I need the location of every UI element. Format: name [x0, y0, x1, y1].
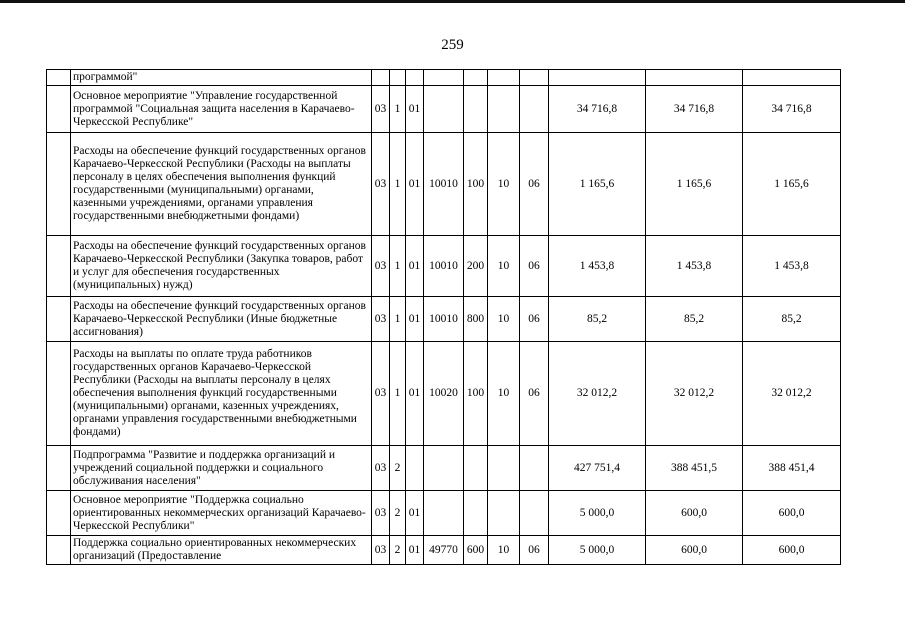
code-cell-c6: 10 [488, 236, 520, 297]
code-cell-c3: 01 [406, 86, 424, 133]
left-margin-cell [47, 536, 71, 565]
amount-cell-a2: 1 453,8 [646, 236, 743, 297]
item-name-cell: Расходы на обеспечение функций государственных органов Карачаево-Черкесской Республики (Расходы на выплаты персоналу в целях обеспечения выполнения функций государственными (муниципальными) органами, казенными учреждениями, органами управления государственными внебюджетными фондами) [71, 133, 372, 236]
code-cell-c7: 06 [520, 342, 549, 446]
item-name-cell: Расходы на выплаты по оплате труда работников государственных органов Карачаево-Черкесской Республики (Расходы на выплаты персоналу в целях обеспечения выполнения функций государственными (муниципальными) органами, казенных учреждениях, органами управления государственными внебюджетными фондами) [71, 342, 372, 446]
code-cell-c1: 03 [372, 536, 390, 565]
item-name-cell: Расходы на обеспечение функций государственных органов Карачаево-Черкесской Республики (Закупка товаров, работ и услуг для обеспечения государственных (муниципальных) нужд) [71, 236, 372, 297]
table-row [47, 342, 841, 446]
left-margin-cell [47, 86, 71, 133]
code-cell-c5: 600 [464, 536, 488, 565]
amount-cell-a3: 32 012,2 [743, 342, 841, 446]
code-cell-c5: 100 [464, 133, 488, 236]
code-cell-c1: 03 [372, 86, 390, 133]
code-cell-c5: 800 [464, 297, 488, 342]
table-row [47, 491, 841, 536]
amount-cell-a1: 34 716,8 [549, 86, 646, 133]
item-name-cell: Расходы на обеспечение функций государственных органов Карачаево-Черкесской Республики (Иные бюджетные ассигнования) [71, 297, 372, 342]
amount-cell-a1: 5 000,0 [549, 536, 646, 565]
item-name-cell: Поддержка социально ориентированных некоммерческих организаций (Предоставление [71, 536, 372, 565]
code-cell-c3: 01 [406, 133, 424, 236]
left-margin-cell [47, 133, 71, 236]
amount-cell-a1: 85,2 [549, 297, 646, 342]
left-margin-cell [47, 491, 71, 536]
item-name-cell: Основное мероприятие "Управление государственной программой "Социальная защита населения в Карачаево-Черкесской Республике" [71, 86, 372, 133]
amount-cell-a2: 32 012,2 [646, 342, 743, 446]
code-cell-c1: 03 [372, 236, 390, 297]
table-row [47, 536, 841, 565]
code-cell-c5 [464, 491, 488, 536]
left-margin-cell [47, 70, 71, 86]
code-cell-c1: 03 [372, 342, 390, 446]
code-cell-c2: 1 [390, 297, 406, 342]
amount-cell-a1 [549, 70, 646, 86]
page-number: 259 [441, 37, 464, 53]
item-name-cell: Подпрограмма "Развитие и поддержка организаций и учреждений социальной поддержки и социального обслуживания населения" [71, 446, 372, 491]
table-row [47, 86, 841, 133]
code-cell-c4: 10020 [424, 342, 464, 446]
code-cell-c6: 10 [488, 536, 520, 565]
amount-cell-a1: 427 751,4 [549, 446, 646, 491]
amount-cell-a2: 388 451,5 [646, 446, 743, 491]
code-cell-c4 [424, 86, 464, 133]
code-cell-c3: 01 [406, 536, 424, 565]
top-border-line [0, 0, 905, 3]
code-cell-c1: 03 [372, 446, 390, 491]
code-cell-c6: 10 [488, 342, 520, 446]
code-cell-c1 [372, 70, 390, 86]
code-cell-c4 [424, 446, 464, 491]
amount-cell-a3: 1 453,8 [743, 236, 841, 297]
code-cell-c7 [520, 86, 549, 133]
amount-cell-a1: 32 012,2 [549, 342, 646, 446]
code-cell-c1: 03 [372, 133, 390, 236]
code-cell-c3: 01 [406, 297, 424, 342]
code-cell-c1: 03 [372, 297, 390, 342]
amount-cell-a1: 1 165,6 [549, 133, 646, 236]
code-cell-c7: 06 [520, 536, 549, 565]
amount-cell-a2: 600,0 [646, 491, 743, 536]
amount-cell-a3 [743, 70, 841, 86]
code-cell-c3 [406, 446, 424, 491]
table-row [47, 133, 841, 236]
code-cell-c2: 1 [390, 236, 406, 297]
budget-table [46, 69, 841, 565]
code-cell-c3: 01 [406, 236, 424, 297]
amount-cell-a3: 388 451,4 [743, 446, 841, 491]
code-cell-c2 [390, 70, 406, 86]
amount-cell-a2: 34 716,8 [646, 86, 743, 133]
code-cell-c6 [488, 86, 520, 133]
code-cell-c7 [520, 70, 549, 86]
code-cell-c4: 49770 [424, 536, 464, 565]
code-cell-c3 [406, 70, 424, 86]
code-cell-c4: 10010 [424, 236, 464, 297]
code-cell-c3: 01 [406, 342, 424, 446]
code-cell-c1: 03 [372, 491, 390, 536]
amount-cell-a2 [646, 70, 743, 86]
code-cell-c2: 1 [390, 86, 406, 133]
item-name-cell: Основное мероприятие "Поддержка социально ориентированных некоммерческих организаций Карачаево-Черкесской Республики" [71, 491, 372, 536]
amount-cell-a1: 5 000,0 [549, 491, 646, 536]
code-cell-c6: 10 [488, 297, 520, 342]
code-cell-c3: 01 [406, 491, 424, 536]
code-cell-c2: 1 [390, 133, 406, 236]
code-cell-c7: 06 [520, 133, 549, 236]
left-margin-cell [47, 446, 71, 491]
code-cell-c2: 2 [390, 446, 406, 491]
code-cell-c6: 10 [488, 133, 520, 236]
code-cell-c7: 06 [520, 236, 549, 297]
amount-cell-a2: 600,0 [646, 536, 743, 565]
left-margin-cell [47, 236, 71, 297]
code-cell-c7 [520, 491, 549, 536]
code-cell-c6 [488, 491, 520, 536]
left-margin-cell [47, 342, 71, 446]
amount-cell-a3: 34 716,8 [743, 86, 841, 133]
code-cell-c4 [424, 70, 464, 86]
code-cell-c2: 1 [390, 342, 406, 446]
amount-cell-a2: 85,2 [646, 297, 743, 342]
code-cell-c2: 2 [390, 536, 406, 565]
code-cell-c4 [424, 491, 464, 536]
amount-cell-a3: 1 165,6 [743, 133, 841, 236]
amount-cell-a2: 1 165,6 [646, 133, 743, 236]
amount-cell-a1: 1 453,8 [549, 236, 646, 297]
code-cell-c7: 06 [520, 297, 549, 342]
table-row [47, 236, 841, 297]
left-margin-cell [47, 297, 71, 342]
table-row [47, 446, 841, 491]
code-cell-c4: 10010 [424, 297, 464, 342]
code-cell-c4: 10010 [424, 133, 464, 236]
code-cell-c5: 200 [464, 236, 488, 297]
code-cell-c6 [488, 70, 520, 86]
amount-cell-a3: 600,0 [743, 536, 841, 565]
code-cell-c5 [464, 70, 488, 86]
code-cell-c7 [520, 446, 549, 491]
code-cell-c5 [464, 446, 488, 491]
table-row [47, 297, 841, 342]
amount-cell-a3: 600,0 [743, 491, 841, 536]
item-name-cell: программой" [71, 70, 372, 86]
code-cell-c2: 2 [390, 491, 406, 536]
amount-cell-a3: 85,2 [743, 297, 841, 342]
code-cell-c5 [464, 86, 488, 133]
code-cell-c6 [488, 446, 520, 491]
table-row [47, 70, 841, 86]
code-cell-c5: 100 [464, 342, 488, 446]
